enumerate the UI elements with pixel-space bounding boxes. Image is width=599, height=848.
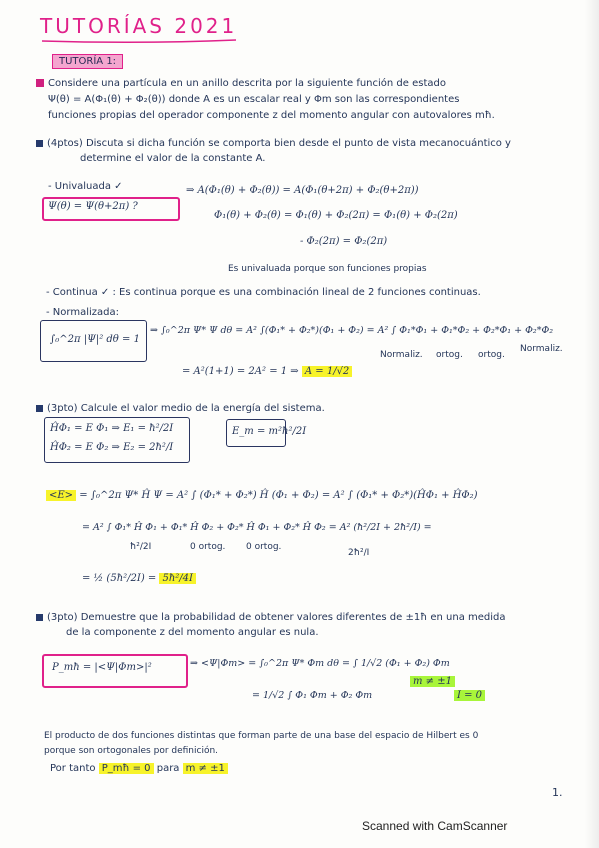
m-condition-highlight: m ≠ ±1 <box>410 676 455 687</box>
probability-eq-2: = 1/√2 ∫ Φ₁ Φm + Φ₂ Φm <box>252 690 373 701</box>
conclusion-line-1: El producto de dos funciones distintas que forman parte de una base del espacio de Hilbert es 0 <box>44 731 479 741</box>
probability-zero-highlight: P_mħ = 0 <box>99 763 154 774</box>
ortho-label-4: Normaliz. <box>520 344 563 354</box>
part1-heading-1: (4ptos) Discuta si dicha función se comporta bien desde el punto de vista mecanocuántico y <box>36 138 511 149</box>
under-label-4: 2ħ²/I <box>348 548 370 558</box>
energy-formula: E_m = m²ħ²/2I <box>232 426 307 437</box>
normalization-eq: ⇒ ∫₀^2π Ψ* Ψ dθ = A² ∫(Φ₁* + Φ₂*)(Φ₁ + Φ₂) = A² ∫ Φ₁*Φ₁ + Φ₁*Φ₂ + Φ₂*Φ₁ + Φ₂*Φ₂ <box>150 325 554 336</box>
conclusion-line-3 <box>50 763 228 774</box>
energy-box-line-1: ĤΦ₁ = E Φ₁ ⇒ E₁ = ħ²/2I <box>50 423 174 434</box>
energy-box-line-2: ĤΦ₂ = E Φ₂ ⇒ E₂ = 2ħ²/I <box>50 442 174 453</box>
univaluada-label: - Univaluada ✓ <box>48 181 123 192</box>
expectation-eq-text: = ∫₀^2π Ψ* Ĥ Ψ = A² ∫ (Φ₁* + Φ₂*) Ĥ (Φ₁ + Φ₂) = A² ∫ (Φ₁* + Φ₂*)(ĤΦ₁ + ĤΦ₂) <box>79 490 478 501</box>
ortho-label-1: Normaliz. <box>380 350 423 360</box>
under-label-1: ħ²/2I <box>130 542 152 552</box>
m-condition <box>410 676 455 687</box>
title-underline <box>40 38 240 44</box>
page-title-text: TUTORÍAS 2021 <box>40 14 238 38</box>
constant-a-highlight: A = 1/√2 <box>302 366 352 377</box>
part1-heading-2: determine el valor de la constante A. <box>80 153 266 164</box>
bullet-icon <box>36 614 43 621</box>
page-edge-shadow <box>585 0 599 848</box>
energy-result-highlight: 5ħ²/4I <box>159 573 196 584</box>
normalizada-label: - Normalizada: <box>46 307 119 318</box>
conclusion-prefix: Por tanto <box>50 763 96 774</box>
energy-final <box>82 573 196 584</box>
normalization-result-text: = A²(1+1) = 2A² = 1 ⇒ <box>182 366 299 377</box>
conclusion-mid: para <box>156 763 180 774</box>
univaluada-eq-2: Φ₁(θ) + Φ₂(θ) = Φ₁(θ) + Φ₂(2π) = Φ₁(θ) + Φ₂(2π) <box>214 210 458 221</box>
univaluada-eq-3: - Φ₂(2π) = Φ₂(2π) <box>300 236 388 247</box>
univaluada-note: Es univaluada porque son funciones propias <box>228 264 427 274</box>
bullet-icon <box>36 405 43 412</box>
probability-formula: P_mħ = |<Ψ|Φm>|² <box>52 662 152 673</box>
normalization-condition: ∫₀^2π |Ψ|² dθ = 1 <box>50 334 140 345</box>
under-label-2: 0 ortog. <box>190 542 226 552</box>
univaluada-condition: Ψ(θ) = Ψ(θ+2π) ? <box>48 201 138 212</box>
part3-heading-2: de la componente z del momento angular es nula. <box>66 627 319 638</box>
scanner-footer: Scanned with CamScanner <box>362 819 508 833</box>
intro-line-3: funciones propias del operador componente z del momento angular con autovalores mħ. <box>48 110 495 121</box>
under-label-3: 0 ortog. <box>246 542 282 552</box>
probability-eq-1: ⇒ <Ψ|Φm> = ∫₀^2π Ψ* Φm dθ = ∫ 1/√2 (Φ₁ + Φ₂) Φm <box>190 658 450 669</box>
univaluada-eq-1: ⇒ A(Φ₁(θ) + Φ₂(θ)) = A(Φ₁(θ+2π) + Φ₂(θ+2π)) <box>186 185 419 196</box>
conclusion-line-2: porque son ortogonales por definición. <box>44 746 219 756</box>
tutorial-label: TUTORÍA 1: <box>52 54 123 69</box>
part2-heading: (3pto) Calcule el valor medio de la energía del sistema. <box>36 403 325 414</box>
intro-line-1: Considere una partícula en un anillo descrita por la siguiente función de estado <box>36 78 446 89</box>
page-number: 1. <box>552 786 563 799</box>
expansion-eq: = A² ∫ Φ₁* Ĥ Φ₁ + Φ₁* Ĥ Φ₂ + Φ₂* Ĥ Φ₁ + Φ₂* Ĥ Φ₂ = A² (ħ²/2I + 2ħ²/I) = <box>82 522 432 533</box>
energy-final-text: = ½ (5ħ²/2I) = <box>82 573 157 584</box>
zero-highlight: I = 0 <box>454 690 485 701</box>
part3-heading-1: (3pto) Demuestre que la probabilidad de obtener valores diferentes de ±1ħ en una medida <box>36 612 506 623</box>
ortho-label-3: ortog. <box>478 350 505 360</box>
normalization-result <box>182 366 352 377</box>
zero-result <box>454 690 485 701</box>
bullet-icon <box>36 140 43 147</box>
expectation-label: <E> <box>46 490 76 501</box>
ortho-label-2: ortog. <box>436 350 463 360</box>
bullet-icon <box>36 79 44 87</box>
continua-text: - Continua ✓ : Es continua porque es una combinación lineal de 2 funciones continuas. <box>46 287 481 298</box>
expectation-eq <box>46 490 478 501</box>
page-title <box>40 14 237 38</box>
m-condition-final-highlight: m ≠ ±1 <box>183 763 228 774</box>
intro-line-2: Ψ(θ) = A(Φ₁(θ) + Φ₂(θ)) donde A es un escalar real y Φm son las correspondientes <box>48 94 460 105</box>
